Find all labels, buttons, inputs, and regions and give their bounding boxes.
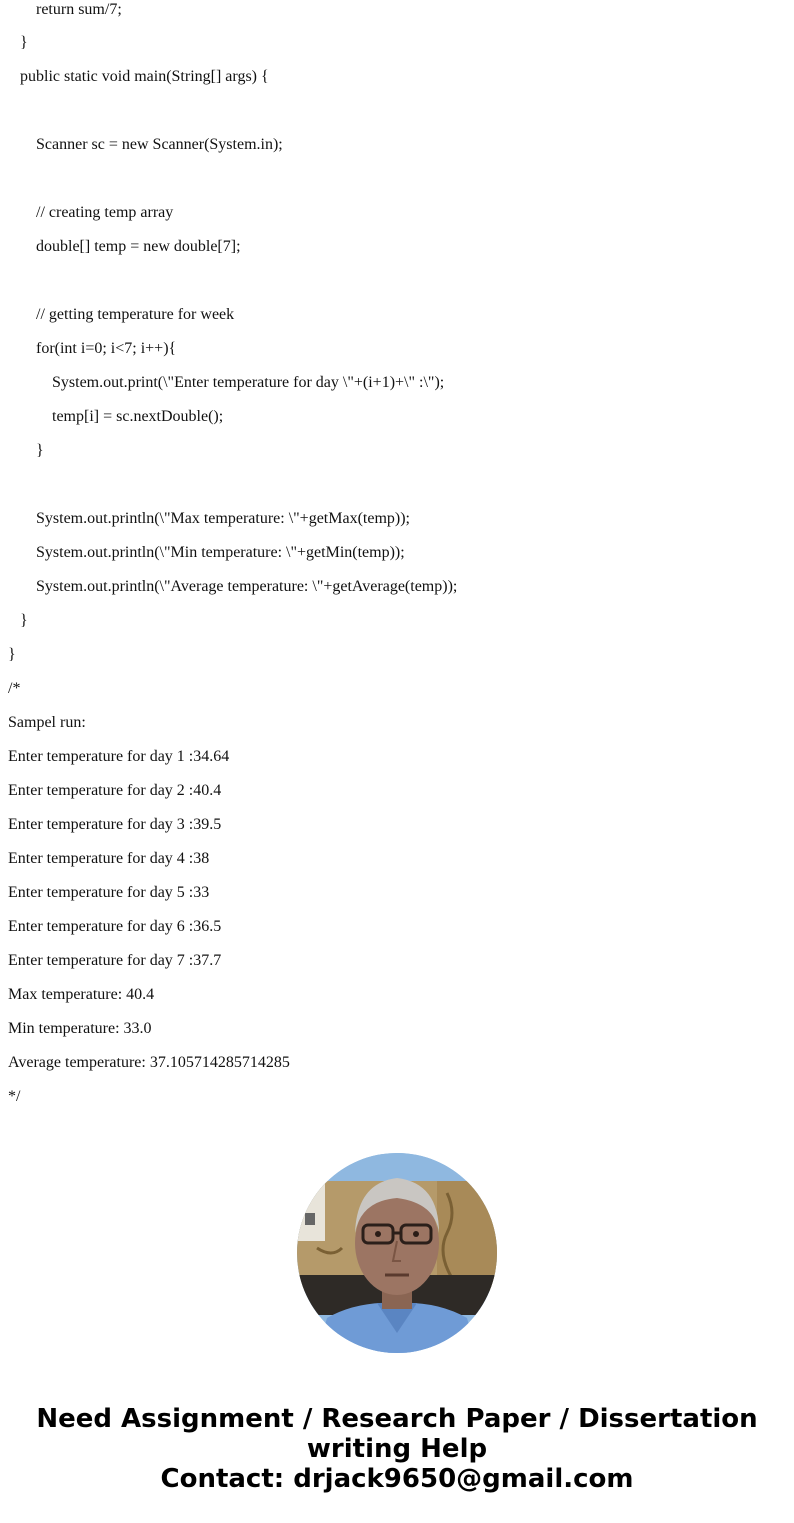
- author-avatar: [297, 1153, 497, 1353]
- code-line: */: [8, 1088, 21, 1105]
- code-line: double[] temp = new double[7];: [36, 238, 241, 255]
- code-line: }: [8, 646, 16, 663]
- portrait-image: [297, 1153, 497, 1353]
- promo-line-1: Need Assignment / Research Paper / Dissertation: [36, 1404, 758, 1434]
- code-line: System.out.println(\"Average temperature: \"+getAverage(temp));: [36, 578, 458, 595]
- code-line: Min temperature: 33.0: [8, 1020, 152, 1037]
- code-line: System.out.println(\"Min temperature: \"+getMin(temp));: [36, 544, 405, 561]
- code-line: // creating temp array: [36, 204, 174, 221]
- code-line: public static void main(String[] args) {: [20, 68, 269, 85]
- code-line: }: [20, 34, 28, 51]
- code-line: temp[i] = sc.nextDouble();: [52, 408, 224, 425]
- code-line: }: [20, 612, 28, 629]
- promo-contact: Contact: drjack9650@gmail.com: [160, 1464, 634, 1494]
- code-line: Enter temperature for day 2 :40.4: [8, 782, 222, 799]
- code-line: Enter temperature for day 5 :33: [8, 884, 210, 901]
- code-line: Scanner sc = new Scanner(System.in);: [36, 136, 283, 153]
- code-line: System.out.println(\"Max temperature: \"+getMax(temp));: [36, 510, 410, 527]
- code-line: return sum/7;: [36, 1, 122, 18]
- code-line: }: [36, 442, 44, 459]
- code-line: for(int i=0; i<7; i++){: [36, 340, 177, 357]
- code-line: Sampel run:: [8, 714, 86, 731]
- promo-line-2: writing Help: [306, 1434, 488, 1464]
- promo-banner: [0, 1404, 794, 1494]
- code-line: Enter temperature for day 6 :36.5: [8, 918, 222, 935]
- code-line: Enter temperature for day 1 :34.64: [8, 748, 230, 765]
- code-line: System.out.print(\"Enter temperature for day \"+(i+1)+\" :\");: [52, 374, 445, 391]
- code-line: Average temperature: 37.105714285714285: [8, 1054, 290, 1071]
- code-line: Enter temperature for day 3 :39.5: [8, 816, 222, 833]
- code-line: Enter temperature for day 4 :38: [8, 850, 210, 867]
- code-line: /*: [8, 680, 21, 697]
- code-line: // getting temperature for week: [36, 306, 235, 323]
- code-line: Max temperature: 40.4: [8, 986, 155, 1003]
- code-line: Enter temperature for day 7 :37.7: [8, 952, 222, 969]
